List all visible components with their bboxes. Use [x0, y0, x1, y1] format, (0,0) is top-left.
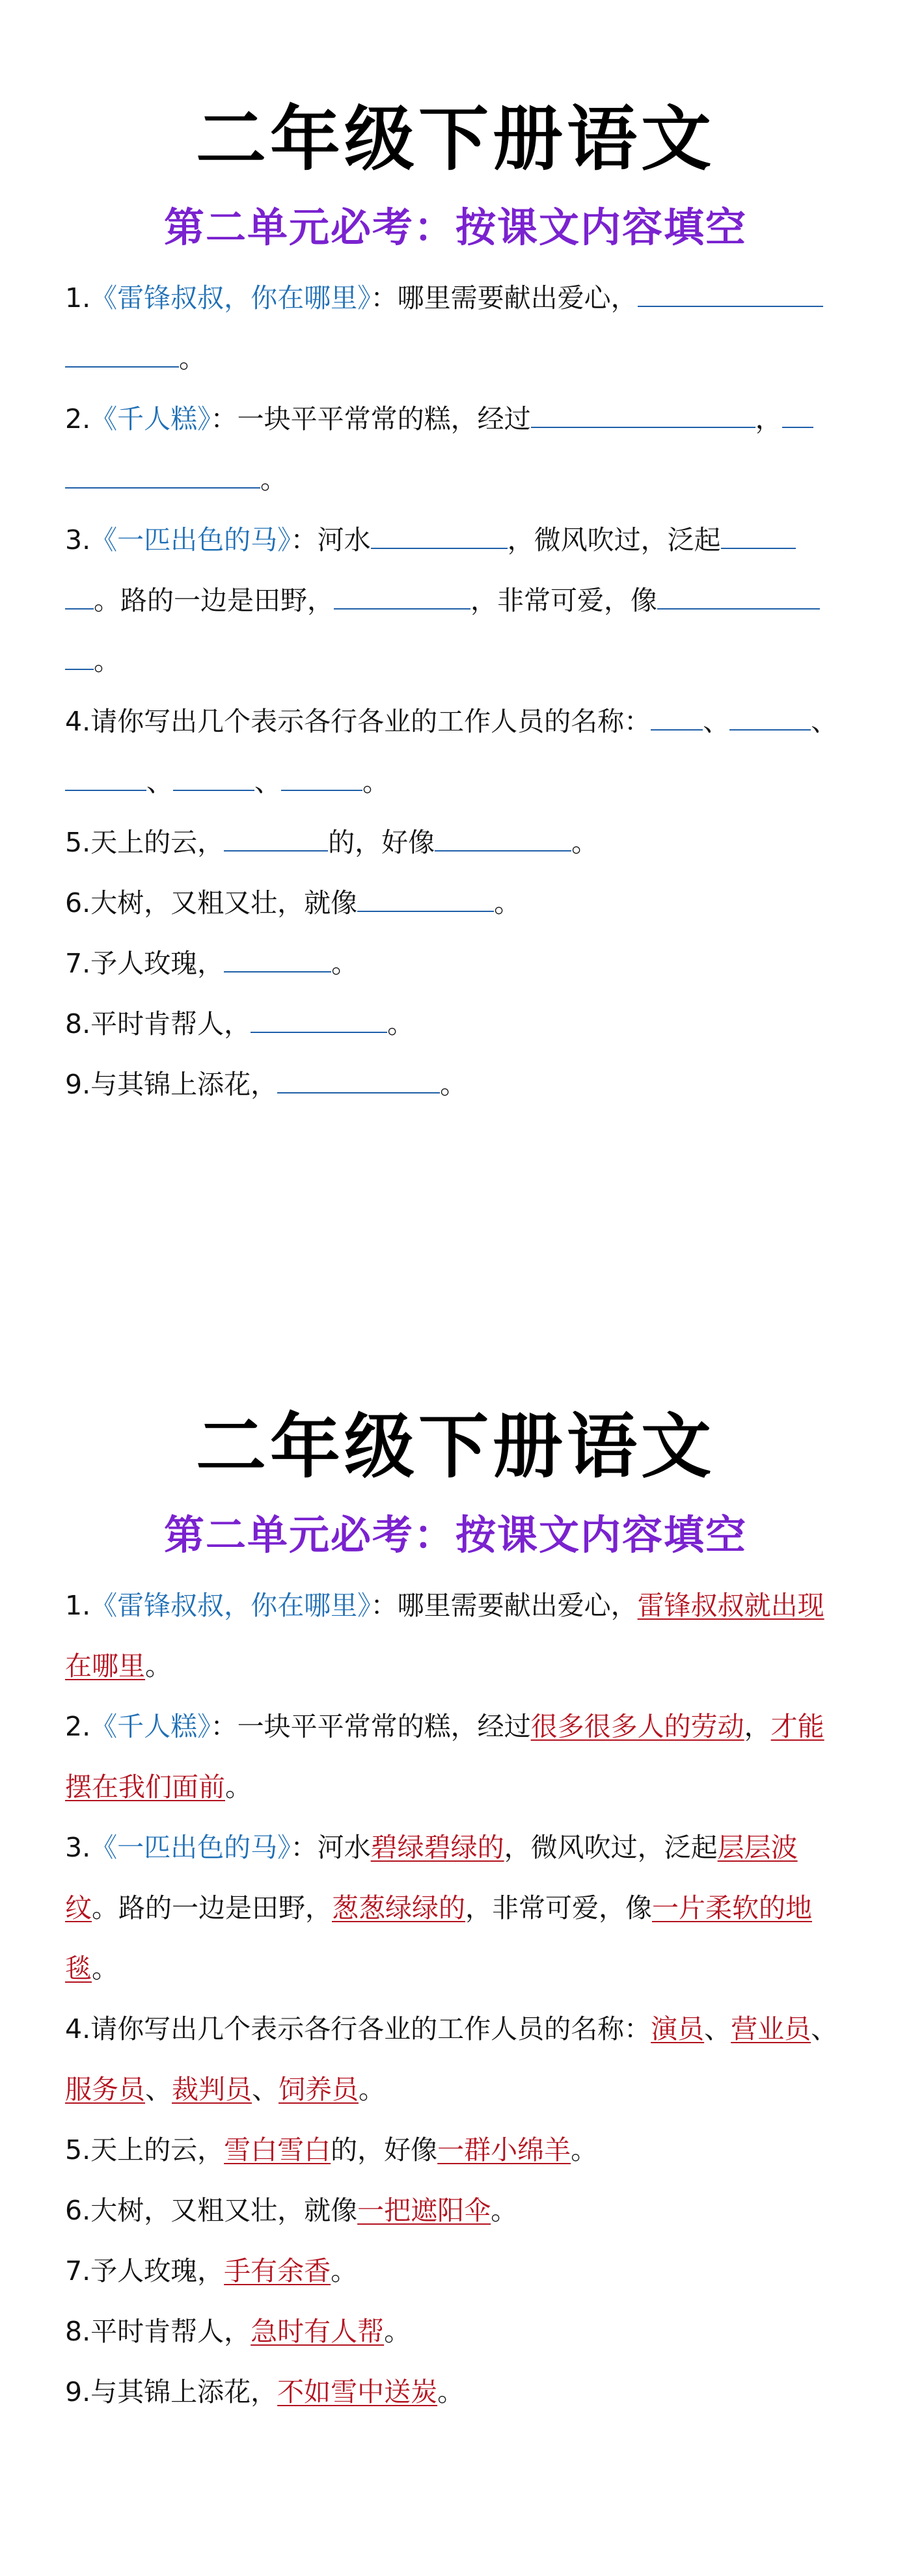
answer-sheet	[0, 1308, 911, 2422]
item-number: 1.	[65, 1590, 91, 1621]
answer-blank[interactable]	[657, 585, 820, 610]
separator: 、	[146, 766, 173, 798]
item-text: 平时肯帮人，	[90, 2316, 251, 2347]
page-title: 二年级下册语文	[195, 99, 715, 180]
filled-answer: 演员	[651, 2013, 705, 2045]
item-text: ：哪里需要献出爱心，	[370, 1590, 638, 1621]
item-text: 大树，又粗又壮，就像	[90, 887, 358, 919]
question-sheet	[0, 0, 911, 1115]
filled-answer: 不如雪中送炭	[277, 2376, 438, 2408]
filled-answer: 雪白雪白	[224, 2134, 331, 2166]
item-number: 2.	[65, 1711, 91, 1742]
filled-answer: 层层波纹	[65, 1832, 798, 1924]
answer-1	[65, 1576, 846, 1697]
filled-answer: 雷锋叔叔就出现在哪里	[65, 1590, 824, 1682]
filled-answer: 一片柔软的地毯	[65, 1892, 812, 1984]
item-text: 大树，又粗又壮，就像	[90, 2195, 358, 2226]
filled-answer: 碧绿碧绿的	[370, 1832, 504, 1863]
item-number: 8.	[65, 2316, 91, 2347]
item-text: 予人玫瑰，	[90, 2255, 224, 2287]
answer-blank[interactable]	[224, 948, 331, 973]
item-number: 5.	[65, 2134, 91, 2166]
item-number: 6.	[65, 887, 91, 919]
answer-2	[65, 1697, 846, 1818]
item-text: 的，好像	[328, 827, 435, 858]
question-5	[65, 812, 846, 873]
item-text: 。	[440, 1069, 467, 1100]
item-number: 3.	[65, 524, 91, 556]
answer-blank[interactable]	[435, 827, 571, 852]
item-text: ，微风吹过，泛起	[507, 524, 721, 556]
answer-9	[65, 2362, 846, 2422]
item-number: 2.	[65, 403, 91, 435]
item-text: 。	[494, 887, 521, 919]
item-text: 。	[179, 343, 206, 374]
answer-blank[interactable]	[251, 1008, 387, 1033]
lesson-title: 《雷锋叔叔，你在哪里》	[90, 1590, 371, 1621]
question-list	[0, 268, 911, 1115]
item-text: 。	[362, 766, 389, 798]
question-6	[65, 873, 846, 933]
answer-blank[interactable]	[651, 706, 703, 731]
item-text: 。	[384, 2316, 411, 2347]
answer-8	[65, 2301, 846, 2362]
question-4	[65, 691, 846, 812]
item-text: ：一块平平常常的糕，经过	[210, 1711, 531, 1742]
item-text: ，非常可爱，像	[470, 585, 657, 616]
item-text: 天上的云，	[90, 2134, 224, 2166]
answer-blank[interactable]	[281, 766, 362, 791]
question-9	[65, 1054, 846, 1115]
item-text: 。	[225, 1771, 252, 1803]
filled-answer: 一把遮阳伞	[357, 2195, 491, 2226]
item-text: 与其锦上添花，	[90, 1069, 278, 1100]
answer-blank[interactable]	[729, 706, 811, 731]
item-text: ：哪里需要献出爱心，	[370, 282, 638, 314]
lesson-title: 《一匹出色的马》	[90, 1832, 291, 1863]
item-number: 6.	[65, 2195, 91, 2226]
filled-answer: 急时有人帮	[251, 2316, 385, 2347]
item-text: 请你写出几个表示各行各业的工作人员的名称：	[90, 706, 651, 737]
item-text: ：河水	[290, 1832, 371, 1863]
answer-blank[interactable]	[531, 403, 755, 428]
answer-blank[interactable]	[65, 464, 260, 489]
answer-blank[interactable]	[721, 524, 796, 549]
answer-3	[65, 1818, 846, 1999]
item-number: 4.	[65, 2013, 91, 2045]
answer-5	[65, 2120, 846, 2180]
filled-answer: 很多很多人的劳动	[530, 1711, 744, 1742]
question-7	[65, 933, 846, 994]
answer-blank[interactable]	[65, 645, 94, 670]
item-text: ，	[755, 403, 782, 435]
page-title: 二年级下册语文	[195, 1406, 715, 1488]
filled-answer: 饲养员	[279, 2074, 359, 2105]
item-number: 7.	[65, 948, 91, 979]
separator: 、	[811, 2013, 838, 2045]
separator: 、	[704, 2013, 731, 2045]
filled-answer: 手有余香	[224, 2255, 331, 2287]
answer-blank[interactable]	[65, 343, 179, 368]
item-number: 5.	[65, 827, 91, 858]
answer-6	[65, 2180, 846, 2241]
item-text: 平时肯帮人，	[90, 1008, 251, 1040]
lesson-title: 《千人糕》	[90, 1711, 211, 1742]
item-text: 。	[92, 1953, 118, 1984]
item-text: 。	[94, 645, 120, 677]
answer-7	[65, 2241, 846, 2301]
item-text: 予人玫瑰，	[90, 948, 224, 979]
filled-answer: 服务员	[65, 2074, 145, 2105]
item-text: 天上的云，	[90, 827, 224, 858]
question-1	[65, 268, 846, 389]
item-text: ，微风吹过，泛起	[504, 1832, 718, 1863]
question-2	[65, 389, 846, 510]
item-text: 。	[437, 2376, 465, 2408]
answer-blank[interactable]	[334, 585, 470, 610]
answer-blank[interactable]	[638, 282, 823, 307]
item-text: ：河水	[290, 524, 371, 556]
item-text: ，非常可爱，像	[465, 1892, 652, 1924]
separator: 、	[145, 2074, 172, 2105]
item-text: 。	[571, 2134, 598, 2166]
filled-answer: 才能摆在我们面前	[65, 1711, 824, 1803]
answer-list	[0, 1576, 911, 2422]
item-text: 。	[331, 2255, 358, 2287]
answer-blank[interactable]	[65, 766, 146, 791]
separator: 、	[703, 706, 730, 737]
item-text: 。路的一边是田野，	[92, 1892, 332, 1924]
item-text: 。	[491, 2195, 518, 2226]
answer-blank[interactable]	[277, 1069, 440, 1093]
lesson-title: 《一匹出色的马》	[90, 524, 291, 556]
item-text: 的，好像	[331, 2134, 438, 2166]
item-text: 请你写出几个表示各行各业的工作人员的名称：	[90, 2013, 651, 2045]
item-text: 。	[260, 464, 287, 495]
filled-answer: 一群小绵羊	[437, 2134, 571, 2166]
separator: 、	[254, 766, 281, 798]
filled-answer: 葱葱绿绿的	[332, 1892, 465, 1924]
item-number: 3.	[65, 1832, 91, 1863]
item-text: 。路的一边是田野，	[94, 585, 334, 616]
answer-blank[interactable]	[173, 766, 254, 791]
separator: 、	[252, 2074, 279, 2105]
answer-blank[interactable]	[357, 887, 494, 912]
item-number: 9.	[65, 1069, 91, 1100]
question-3	[65, 510, 846, 691]
item-text: ，	[744, 1711, 771, 1742]
item-text: 。	[571, 827, 599, 858]
item-text: 与其锦上添花，	[90, 2376, 278, 2408]
page-subtitle: 第二单元必考：按课文内容填空	[163, 204, 747, 251]
item-number: 9.	[65, 2376, 91, 2408]
answer-blank[interactable]	[224, 827, 328, 852]
lesson-title: 《千人糕》	[90, 403, 211, 435]
answer-blank[interactable]	[65, 585, 94, 610]
filled-answer: 营业员	[731, 2013, 811, 2045]
question-8	[65, 994, 846, 1054]
item-number: 4.	[65, 706, 91, 737]
item-number: 7.	[65, 2255, 91, 2287]
answer-blank[interactable]	[371, 524, 508, 549]
answer-4	[65, 1999, 846, 2120]
item-text: ：一块平平常常的糕，经过	[210, 403, 531, 435]
filled-answer: 裁判员	[172, 2074, 252, 2105]
answer-blank[interactable]	[782, 403, 813, 428]
item-text: 。	[145, 1650, 172, 1682]
item-number: 1.	[65, 282, 91, 314]
item-text: 。	[331, 948, 359, 979]
page-subtitle: 第二单元必考：按课文内容填空	[163, 1511, 747, 1559]
item-text: 。	[359, 2074, 385, 2105]
item-text: 。	[387, 1008, 415, 1040]
lesson-title: 《雷锋叔叔，你在哪里》	[90, 282, 371, 314]
item-number: 8.	[65, 1008, 91, 1040]
separator: 、	[811, 706, 838, 737]
